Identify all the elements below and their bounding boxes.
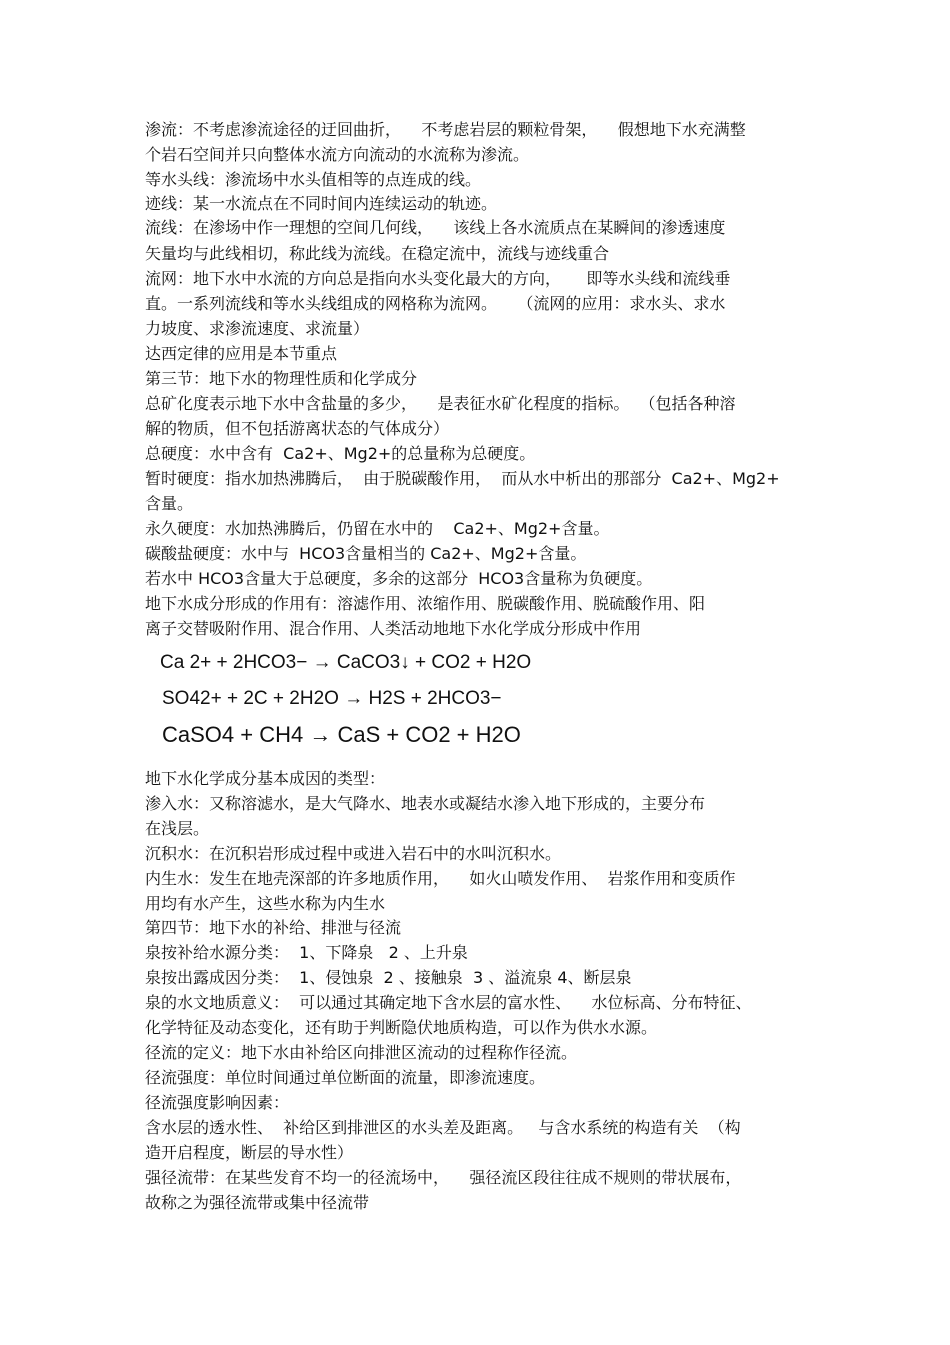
text-line: 泉按补给水源分类： 1、下降泉 2 、上升泉 (145, 943, 468, 962)
text-line: 内生水：发生在地壳深部的许多地质作用， 如火山喷发作用、 岩浆作用和变质作 (145, 869, 736, 888)
text-line: 迹线：某一水流点在不同时间内连续运动的轨迹。 (145, 194, 498, 213)
section-heading: 第三节：地下水的物理性质和化学成分 (145, 369, 418, 388)
text-line: 暂时硬度：指水加热沸腾后， 由于脱碳酸作用， 而从水中析出的那部分 Ca2+、Mg2+ (145, 469, 780, 488)
text-line: 含量。 (145, 494, 194, 513)
text-line: 总硬度：水中含有 Ca2+、Mg2+的总量称为总硬度。 (145, 444, 536, 463)
text-line: 地下水成分形成的作用有：溶滤作用、浓缩作用、脱碳酸作用、脱硫酸作用、阳 (145, 594, 706, 613)
text-line: 碳酸盐硬度：水中与 HCO3含量相当的 Ca2+、Mg2+含量。 (145, 544, 587, 563)
text-line: 强径流带：在某些发育不均一的径流场中， 强径流区段往往成不规则的带状展布， (145, 1168, 742, 1187)
text-line: 矢量均与此线相切，称此线为流线。在稳定流中，流线与迹线重合 (145, 244, 610, 263)
text-line: 渗入水：又称溶滤水，是大气降水、地表水或凝结水渗入地下形成的，主要分布 (145, 794, 706, 813)
text-line: 等水头线：渗流场中水头值相等的点连成的线。 (145, 170, 482, 189)
text-line: 用均有水产生，这些水称为内生水 (145, 894, 386, 913)
text-line: 含水层的透水性、 补给区到排泄区的水头差及距离。 与含水系统的构造有关 （构 (145, 1118, 741, 1137)
text-line: 化学特征及动态变化，还有助于判断隐伏地质构造，可以作为供水水源。 (145, 1018, 658, 1037)
chemical-equation: CaSO4 + CH4 → CaS + CO2 + H2O (162, 722, 521, 747)
chemical-equation: Ca 2+ + 2HCO3− → CaCO3↓ + CO2 + H2O (160, 652, 532, 673)
text-line: 达西定律的应用是本节重点 (145, 344, 338, 363)
text-line: 离子交替吸附作用、混合作用、人类活动地地下水化学成分形成中作用 (145, 619, 642, 638)
text-line: 泉的水文地质意义： 可以通过其确定地下含水层的富水性、 水位标高、分布特征、 (145, 993, 752, 1012)
text-line: 沉积水：在沉积岩形成过程中或进入岩石中的水叫沉积水。 (145, 844, 562, 863)
text-line: 力坡度、求渗流速度、求流量） (145, 319, 370, 338)
text-line: 若水中 HCO3含量大于总硬度，多余的这部分 HCO3含量称为负硬度。 (145, 569, 653, 588)
text-line: 径流强度：单位时间通过单位断面的流量，即渗流速度。 (145, 1068, 546, 1087)
text-line: 径流强度影响因素： (145, 1093, 290, 1112)
text-line: 解的物质，但不包括游离状态的气体成分） (145, 419, 450, 438)
chemical-equation: SO42+ + 2C + 2H2O → H2S + 2HCO3− (162, 688, 502, 709)
text-line: 个岩石空间并只向整体水流方向流动的水流称为渗流。 (145, 145, 530, 164)
text-line: 直。一系列流线和等水头线组成的网格称为流网。 （流网的应用：求水头、求水 (145, 294, 726, 313)
text-line: 流网：地下水中水流的方向总是指向水头变化最大的方向， 即等水头线和流线垂 (145, 269, 731, 288)
text-line: 泉按出露成因分类： 1、侵蚀泉 2 、接触泉 3 、溢流泉 4、断层泉 (145, 968, 632, 987)
text-line: 造开启程度，断层的导水性） (145, 1143, 354, 1162)
section-heading: 第四节：地下水的补给、排泄与径流 (145, 918, 402, 937)
text-line: 总矿化度表示地下水中含盐量的多少， 是表征水矿化程度的指标。 （包括各种溶 (145, 394, 736, 413)
text-line: 在浅层。 (145, 819, 210, 838)
text-line: 永久硬度：水加热沸腾后，仍留在水中的 Ca2+、Mg2+含量。 (145, 519, 610, 538)
text-line: 地下水化学成分基本成因的类型： (145, 769, 386, 788)
text-line: 流线：在渗场中作一理想的空间几何线， 该线上各水流质点在某瞬间的渗透速度 (145, 218, 726, 237)
text-line: 渗流：不考虑渗流途径的迂回曲折， 不考虑岩层的颗粒骨架， 假想地下水充满整 (145, 120, 746, 139)
text-line: 径流的定义：地下水由补给区向排泄区流动的过程称作径流。 (145, 1043, 578, 1062)
text-line: 故称之为强径流带或集中径流带 (145, 1193, 370, 1212)
